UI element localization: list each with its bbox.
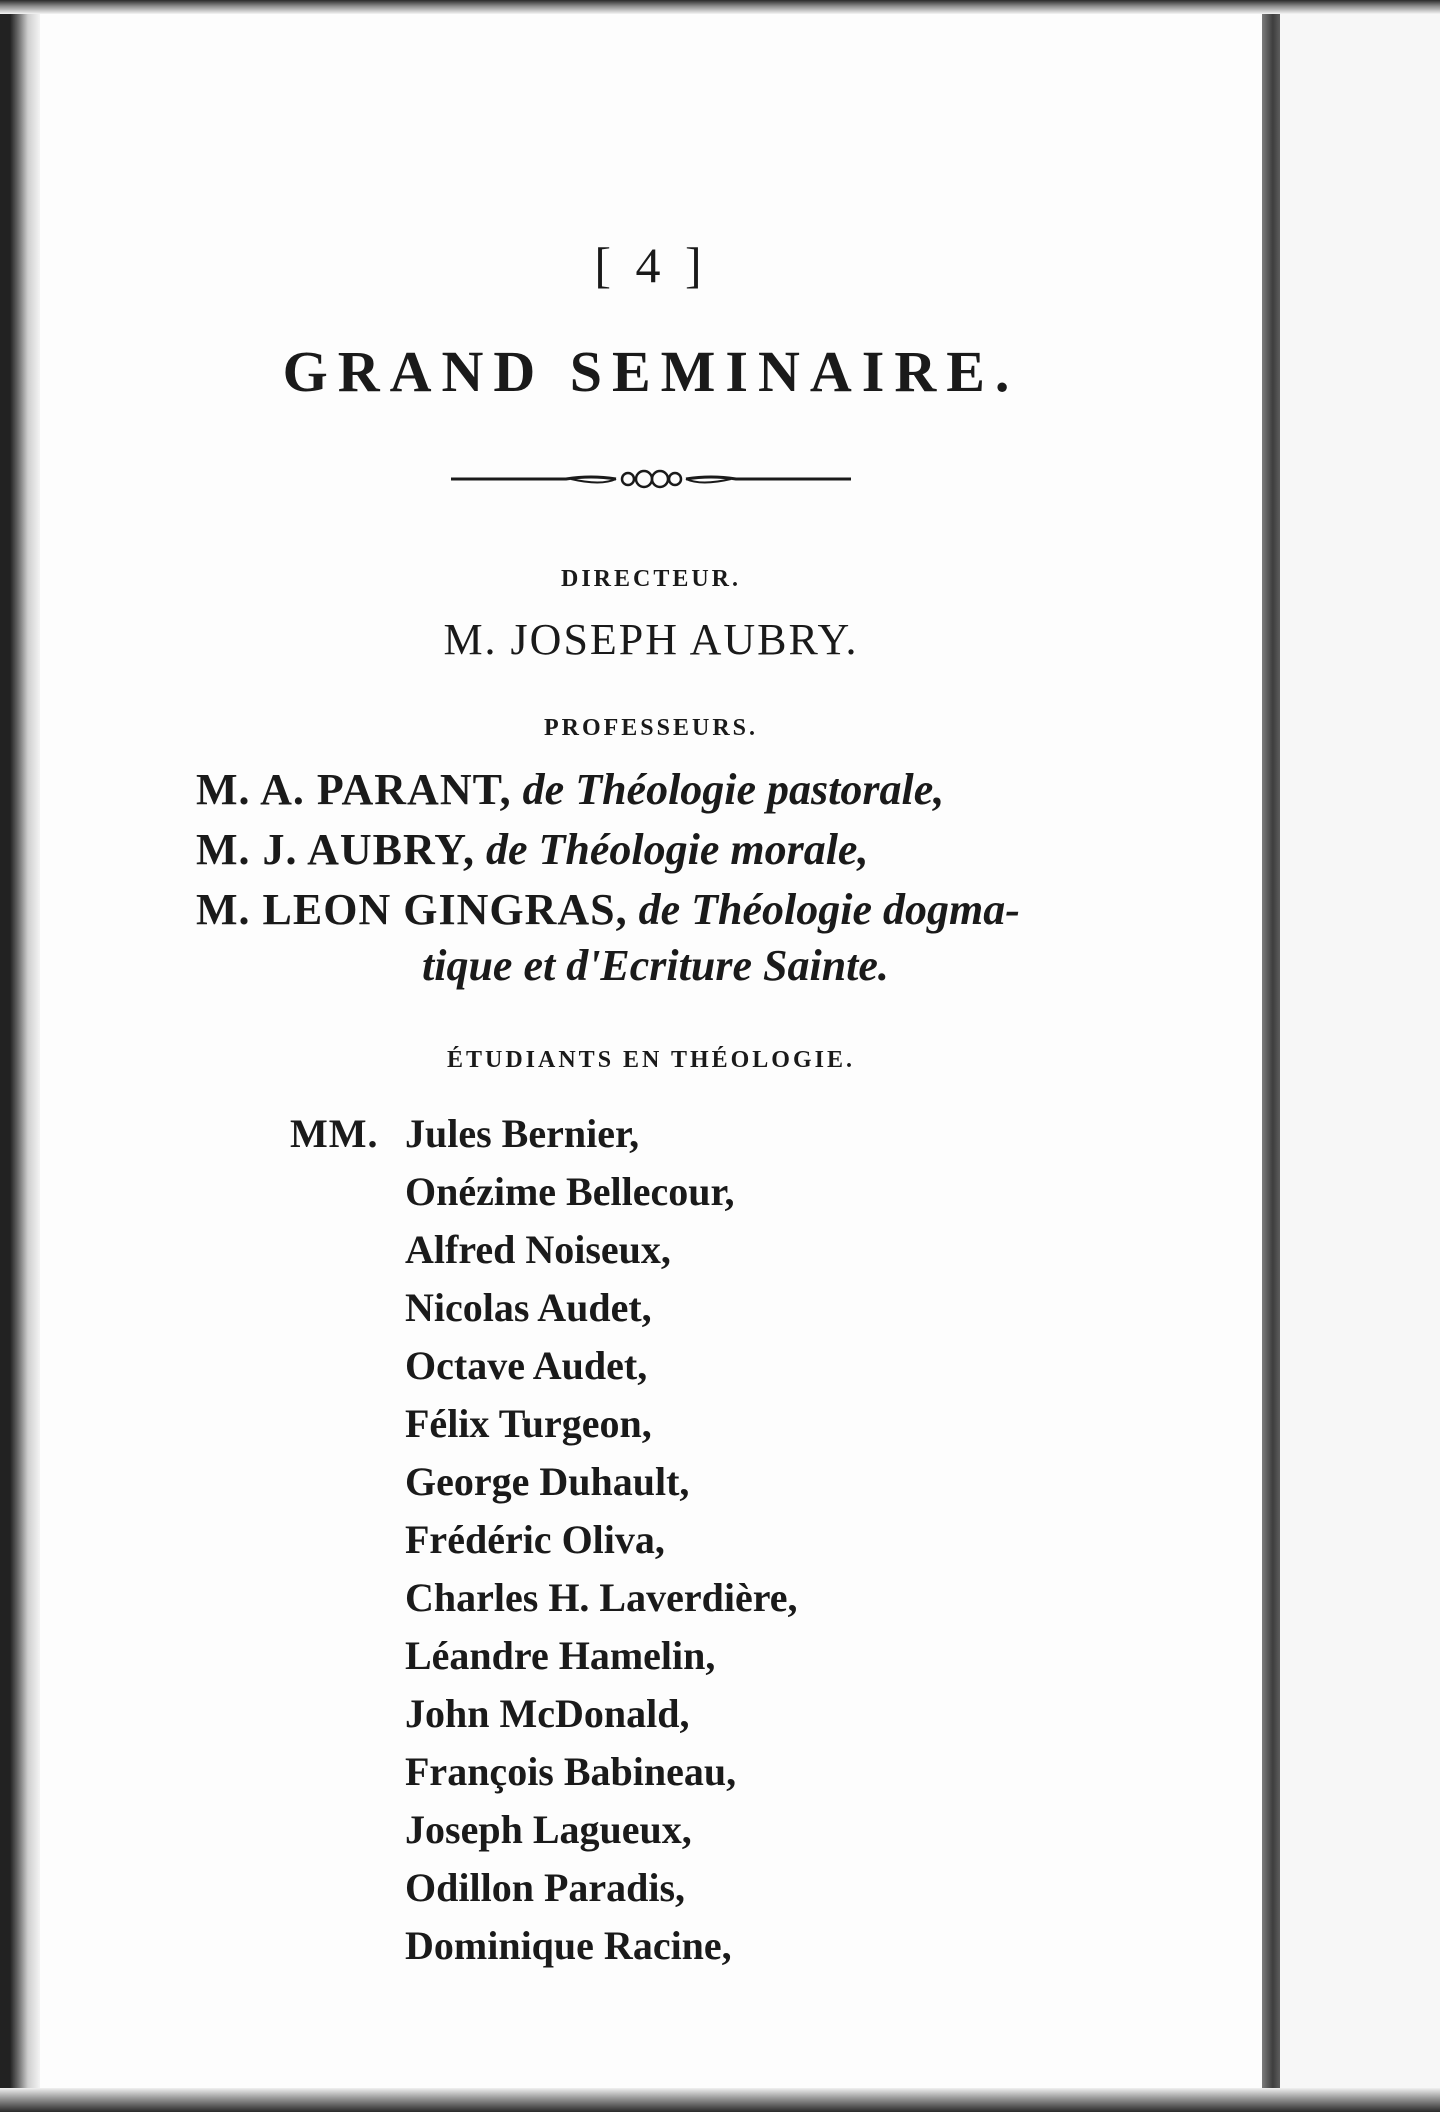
- professors-heading: PROFESSEURS.: [543, 715, 759, 741]
- professor-line: [196, 824, 868, 875]
- facing-page: [1280, 14, 1440, 2088]
- student-name: Nicolas Audet,: [405, 1285, 652, 1330]
- students-prefix: MM.: [290, 1111, 379, 1156]
- director-heading: DIRECTEUR.: [560, 566, 742, 592]
- student-name: Frédéric Oliva,: [405, 1517, 665, 1562]
- professor-line: [196, 884, 1020, 935]
- scan-bottom-edge: [0, 2088, 1440, 2112]
- scan-left-edge: [0, 0, 40, 2112]
- director-name: M. JOSEPH AUBRY.: [443, 615, 859, 664]
- scan-top-edge: [0, 0, 1440, 14]
- professor-line: [196, 764, 944, 815]
- page-title: GRAND SEMINAIRE.: [282, 339, 1020, 404]
- student-name: Jules Bernier,: [405, 1111, 640, 1156]
- professor-subject: de Théologie pastorale,: [522, 765, 945, 814]
- student-name: Charles H. Laverdière,: [405, 1575, 798, 1620]
- ornament-divider: [40, 464, 1262, 494]
- students-heading: ÉTUDIANTS EN THÉOLOGIE.: [447, 1047, 855, 1073]
- student-name: Léandre Hamelin,: [405, 1633, 716, 1678]
- student-name: Joseph Lagueux,: [405, 1807, 692, 1852]
- professor-name: M. LEON GINGRAS,: [196, 885, 628, 934]
- student-name: Octave Audet,: [405, 1343, 648, 1388]
- book-gutter: [1262, 14, 1280, 2088]
- student-name: Alfred Noiseux,: [405, 1227, 671, 1272]
- student-name: Onézime Bellecour,: [405, 1169, 735, 1214]
- student-name: George Duhault,: [405, 1459, 690, 1504]
- professor-subject: de Théologie dogma-: [638, 885, 1020, 934]
- professor-name: M. A. PARANT,: [196, 765, 512, 814]
- student-name: Félix Turgeon,: [405, 1401, 652, 1446]
- ornament-rule-icon: [451, 464, 851, 494]
- page-number: [ 4 ]: [594, 237, 708, 293]
- student-name: John McDonald,: [405, 1691, 690, 1736]
- professor-subject: de Théologie morale,: [485, 825, 869, 874]
- student-name: François Babineau,: [405, 1749, 737, 1794]
- student-name: Odillon Paradis,: [405, 1865, 686, 1910]
- student-name: Dominique Racine,: [405, 1923, 732, 1968]
- professor-subject-continuation: tique et d'Ecriture Sainte.: [422, 941, 889, 990]
- professor-name: M. J. AUBRY,: [196, 825, 475, 874]
